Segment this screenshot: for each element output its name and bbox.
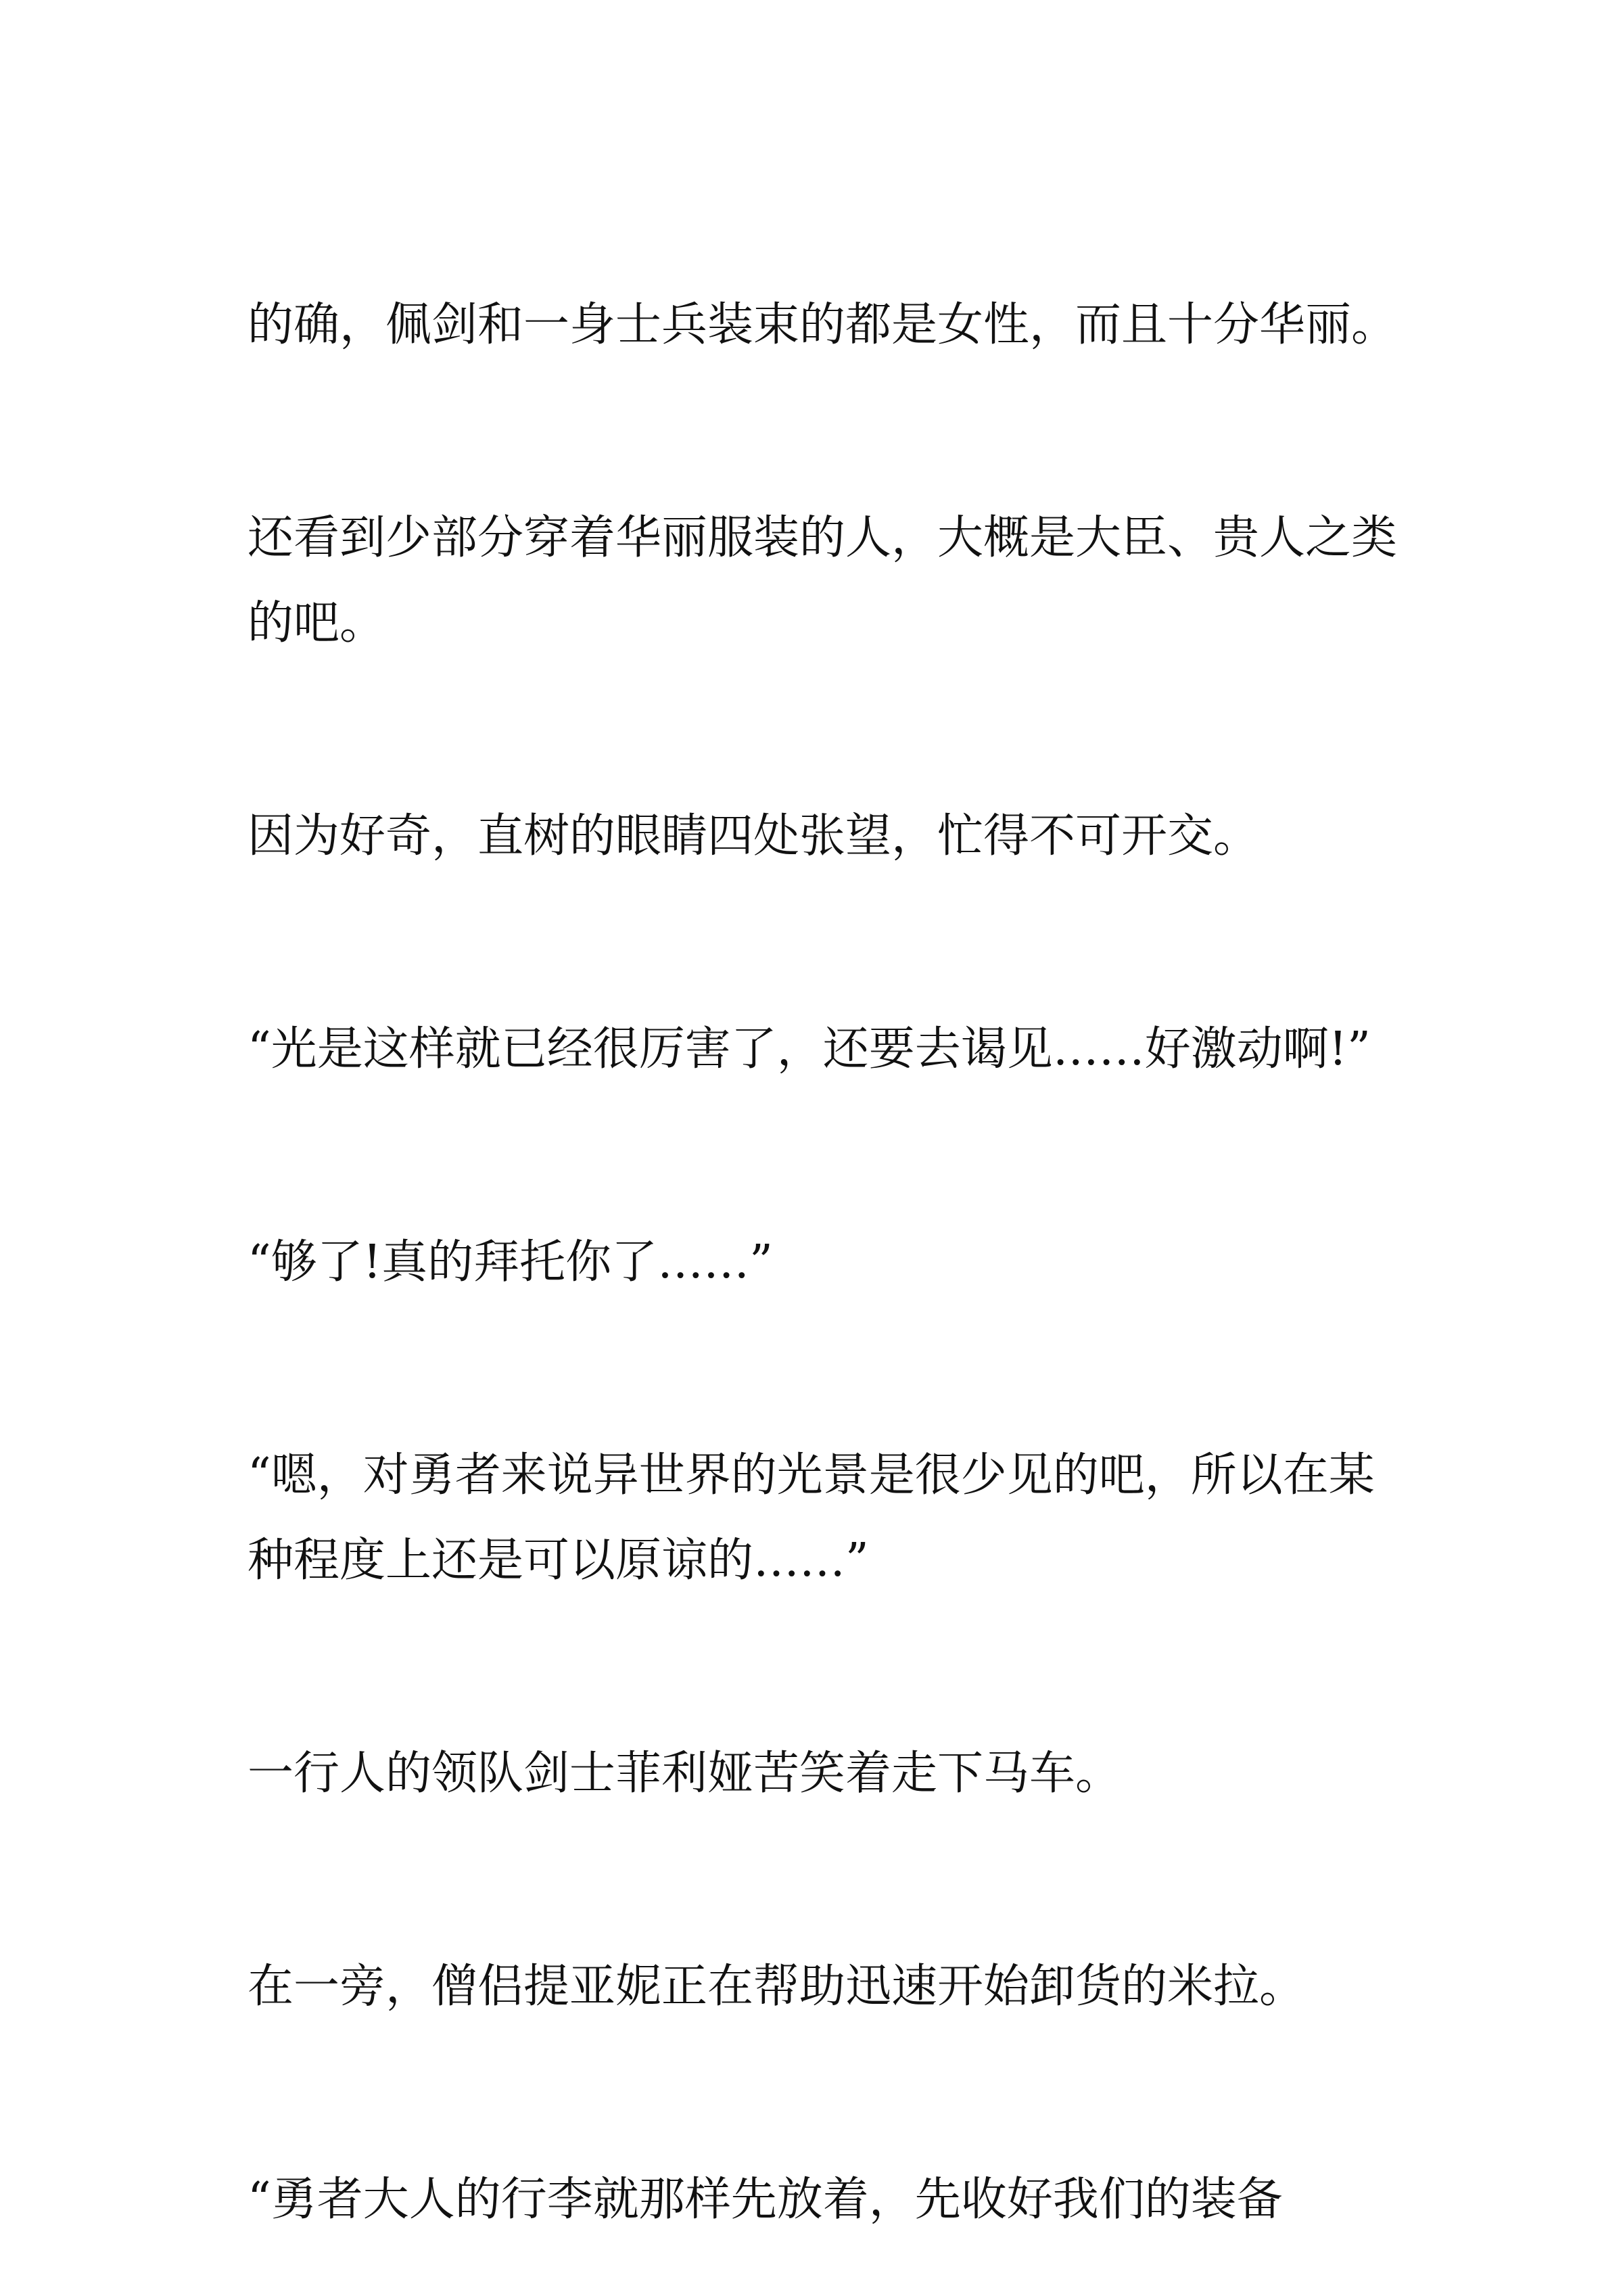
paragraph-4: “光是这样就已经很厉害了，还要去谒见……好激动啊!” [248,1023,1371,1076]
body-text [248,283,1397,2243]
paragraph-3: 因为好奇，直树的眼睛四处张望，忙得不可开交。 [248,810,1260,863]
paragraph-2: 还看到少部分穿着华丽服装的人，大概是大臣、贵人之类的吧。 [248,511,1398,650]
paragraph-5: “够了!真的拜托你了……” [248,1236,773,1289]
paragraph-7: 一行人的领队剑士菲利娅苦笑着走下马车。 [248,1747,1122,1800]
paragraph-1: 的确，佩剑和一身士兵装束的都是女性，而且十分华丽。 [248,298,1398,352]
paragraph-6: “嗯，对勇者来说异世界的光景是很少见的吧，所以在某种程度上还是可以原谅的……” [248,1449,1375,1587]
paragraph-8: 在一旁，僧侣提亚妮正在帮助迅速开始卸货的米拉。 [248,1960,1306,2013]
paragraph-9: “勇者大人的行李就那样先放着，先收好我们的装备 [248,2173,1283,2226]
